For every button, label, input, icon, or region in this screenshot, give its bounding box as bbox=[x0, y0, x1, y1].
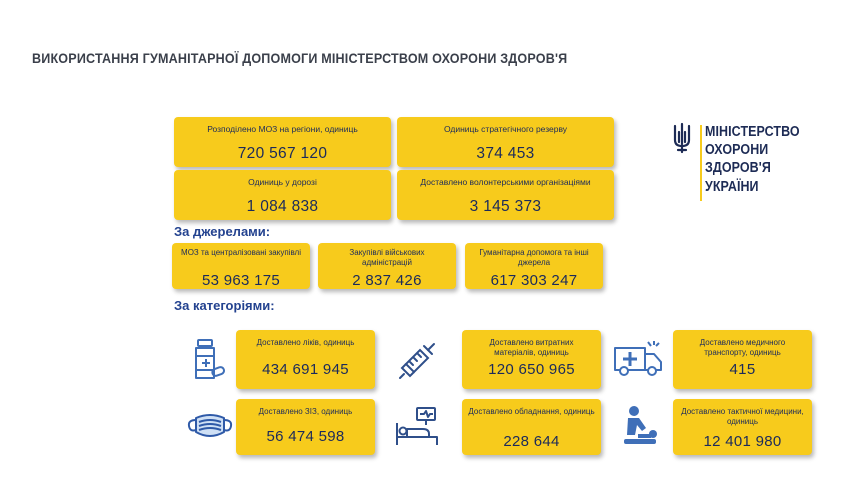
source-card-moh bbox=[172, 243, 310, 289]
logo-divider bbox=[700, 125, 702, 201]
logo-line-3: ЗДОРОВ'Я bbox=[705, 160, 771, 177]
syringe-icon bbox=[396, 340, 438, 382]
card-value: 1 084 838 bbox=[246, 198, 319, 215]
hospital-bed-icon bbox=[393, 405, 443, 449]
card-value: 617 303 247 bbox=[490, 272, 578, 289]
ministry-logo-text bbox=[705, 123, 800, 196]
card-value: 56 474 598 bbox=[266, 428, 345, 445]
card-value: 3 145 373 bbox=[469, 198, 542, 215]
card-label: Доставлено медичного транспорту, одиниць bbox=[699, 338, 786, 357]
card-value: 720 567 120 bbox=[237, 145, 328, 162]
card-label: Доставлено обладнання, одиниць bbox=[468, 407, 595, 416]
category-card-consumables bbox=[462, 330, 601, 389]
card-value: 2 837 426 bbox=[352, 272, 422, 289]
category-card-medicines bbox=[236, 330, 375, 389]
face-mask-icon bbox=[186, 410, 234, 442]
card-value: 434 691 945 bbox=[262, 361, 349, 378]
source-card-humanitarian bbox=[465, 243, 603, 289]
card-label: Доставлено тактичної медицини, одиниць bbox=[681, 407, 804, 426]
page-title: ВИКОРИСТАННЯ ГУМАНІТАРНОЇ ДОПОМОГИ МІНІСТЕРСТВОМ ОХОРОНИ ЗДОРОВ'Я bbox=[32, 51, 568, 66]
ambulance-icon bbox=[612, 338, 664, 378]
card-value: 12 401 980 bbox=[703, 433, 782, 450]
card-value: 415 bbox=[729, 361, 756, 378]
logo-line-2: ОХОРОНИ bbox=[705, 142, 769, 159]
summary-card-regions bbox=[174, 117, 391, 167]
card-label: Доставлено ліків, одиниць bbox=[256, 338, 355, 347]
category-card-ppe bbox=[236, 399, 375, 455]
card-label: Доставлено витратних матеріалів, одиниць bbox=[489, 338, 574, 357]
summary-card-volunteers bbox=[397, 170, 614, 220]
trident-emblem-icon bbox=[672, 122, 692, 154]
category-card-tactical bbox=[673, 399, 812, 455]
medicine-bottle-icon bbox=[192, 338, 228, 382]
sources-heading: За джерелами: bbox=[174, 224, 271, 239]
category-card-equipment bbox=[462, 399, 601, 455]
card-value: 228 644 bbox=[503, 433, 560, 450]
cpr-icon bbox=[620, 405, 660, 447]
card-label: Доставлено волонтерськими організаціями bbox=[420, 177, 591, 187]
card-label: Одиниць у дорозі bbox=[248, 177, 317, 187]
source-card-military bbox=[318, 243, 456, 289]
card-label: МОЗ та централізовані закупівлі bbox=[181, 248, 301, 257]
category-card-transport bbox=[673, 330, 812, 389]
logo-line-4: УКРАЇНИ bbox=[705, 178, 759, 195]
summary-card-in-transit bbox=[174, 170, 391, 220]
card-label: Одиниць стратегічного резерву bbox=[443, 124, 568, 134]
logo-line-1: МІНІСТЕРСТВО bbox=[705, 124, 800, 140]
categories-heading: За категоріями: bbox=[174, 298, 275, 313]
card-value: 120 650 965 bbox=[488, 361, 575, 378]
card-label: Розподілено МОЗ на регіони, одиниць bbox=[207, 124, 358, 134]
card-value: 53 963 175 bbox=[201, 272, 281, 289]
card-label: Доставлено ЗІЗ, одиниць bbox=[258, 407, 353, 416]
card-value: 374 453 bbox=[476, 145, 535, 162]
card-label: Гуманітарна допомога та інші джерела bbox=[479, 248, 589, 267]
summary-card-strategic-reserve bbox=[397, 117, 614, 167]
card-label: Закупівлі військових адміністрацій bbox=[349, 248, 425, 267]
